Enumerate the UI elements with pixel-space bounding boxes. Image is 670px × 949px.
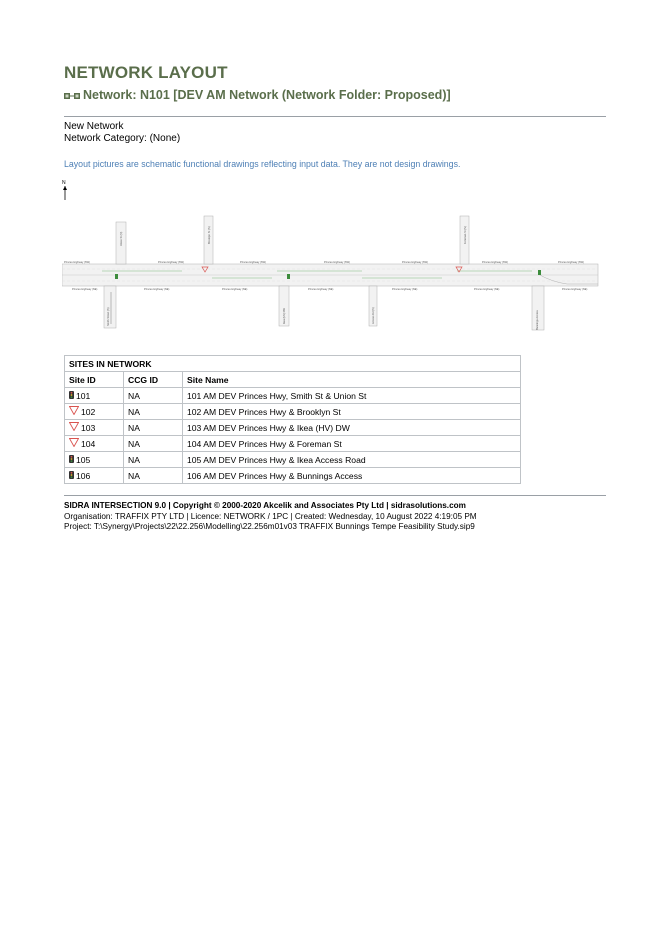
schematic-note: Layout pictures are schematic functional drawings reflecting input data. They are not design drawings. [64, 159, 461, 169]
table-row [65, 436, 521, 452]
site-id-value: 101 [76, 390, 91, 401]
side-road-label: Bunnings Access [536, 310, 539, 330]
cell-site-id [65, 468, 124, 484]
cell-site-name: 106 AM DEV Princes Hwy & Bunnings Access [183, 468, 521, 484]
network-heading [64, 88, 520, 103]
network-category: Network Category: (None) [64, 133, 181, 144]
road-label: Princes Highway (SW) [482, 261, 508, 264]
road-label: Princes Highway (SW) [240, 261, 266, 264]
footer-copyright: SIDRA INTERSECTION 9.0 | Copyright © 2000-2020 Akcelik and Associates Pty Ltd | sidrasolutions.com [64, 501, 466, 510]
road-label: Princes Highway (SW) [558, 261, 584, 264]
road-label: Princes Highway (SW) [158, 261, 184, 264]
site-id-value: 103 [81, 422, 96, 433]
road-label: Princes Highway (SW) [402, 261, 428, 264]
signal-marker-106 [287, 274, 290, 279]
cell-site-id [65, 420, 124, 436]
col-header-ccg-id: CCG ID [124, 372, 183, 388]
give-way-icon [69, 438, 79, 449]
site-id-value: 106 [76, 470, 91, 481]
road-label: Princes Highway (NE) [72, 288, 98, 291]
give-way-icon [69, 406, 79, 417]
network-icon [64, 92, 80, 100]
road-label: Princes Highway (NE) [222, 288, 248, 291]
road-label: Princes Highway (NE) [144, 288, 170, 291]
side-road-label: Foreman St (N) [464, 226, 467, 244]
cell-ccg-id: NA [124, 388, 183, 404]
traffic-signal-icon [69, 471, 74, 481]
side-road-label: Access Rd (S) [372, 307, 375, 324]
cell-ccg-id: NA [124, 468, 183, 484]
network-heading-text: Network: N101 [DEV AM Network (Network Folder: Proposed)] [83, 88, 451, 102]
cell-ccg-id: NA [124, 452, 183, 468]
col-header-site-id: Site ID [65, 372, 124, 388]
table-row [65, 452, 521, 468]
cell-ccg-id: NA [124, 404, 183, 420]
side-road-label: Union St (N) [120, 231, 123, 246]
table-row [65, 388, 521, 404]
network-layout-diagram [62, 212, 602, 337]
sites-in-network-table [64, 355, 521, 484]
footer-divider [64, 495, 606, 496]
traffic-signal-icon [69, 391, 74, 401]
network-name: New Network [64, 121, 124, 132]
footer-organisation: Organisation: TRAFFIX PTY LTD | Licence: NETWORK / 1PC | Created: Wednesday, 10 August 2022 4:19:05 PM [64, 511, 477, 521]
cell-site-name: 102 AM DEV Princes Hwy & Brooklyn St [183, 404, 521, 420]
road-label: Princes Highway (NE) [474, 288, 500, 291]
table-row [65, 420, 521, 436]
north-label: N [62, 180, 66, 186]
cell-site-id [65, 388, 124, 404]
page-title: NETWORK LAYOUT [64, 63, 228, 82]
signal-marker-105 [538, 270, 541, 275]
cell-site-name: 101 AM DEV Princes Hwy, Smith St & Union St [183, 388, 521, 404]
cell-site-name: 103 AM DEV Princes Hwy & Ikea (HV) DW [183, 420, 521, 436]
footer [64, 501, 477, 533]
cell-site-id [65, 452, 124, 468]
table-row [65, 404, 521, 420]
give-way-icon [69, 422, 79, 433]
col-header-site-name: Site Name [183, 372, 521, 388]
cell-site-id [65, 436, 124, 452]
side-road-label: Ikea (HV) DW [283, 308, 286, 324]
divider [64, 116, 606, 117]
road-label: Princes Highway (NE) [562, 288, 588, 291]
table-caption: SITES IN NETWORK [65, 356, 521, 372]
road-label: Princes Highway (NE) [392, 288, 418, 291]
cell-site-id [65, 404, 124, 420]
side-road-label: Smith Street (S) [107, 307, 110, 326]
cell-ccg-id: NA [124, 436, 183, 452]
cell-ccg-id: NA [124, 420, 183, 436]
site-id-value: 105 [76, 454, 91, 465]
road-label: Princes Highway (SW) [324, 261, 350, 264]
site-id-value: 104 [81, 438, 96, 449]
north-arrow [62, 180, 68, 200]
table-row [65, 468, 521, 484]
north-arrow-icon [62, 186, 68, 200]
road-label: Princes Highway (SW) [64, 261, 90, 264]
signal-marker-101 [115, 274, 118, 279]
cell-site-name: 104 AM DEV Princes Hwy & Foreman St [183, 436, 521, 452]
cell-site-name: 105 AM DEV Princes Hwy & Ikea Access Road [183, 452, 521, 468]
site-id-value: 102 [81, 406, 96, 417]
footer-project: Project: T:\Synergy\Projects\22\22.256\Modelling\22.256m01v03 TRAFFIX Bunnings Tempe Feasibility Study.sip9 [64, 522, 475, 531]
side-road-label: Brooklyn St (N) [208, 226, 211, 244]
road-label: Princes Highway (NE) [308, 288, 334, 291]
traffic-signal-icon [69, 455, 74, 465]
